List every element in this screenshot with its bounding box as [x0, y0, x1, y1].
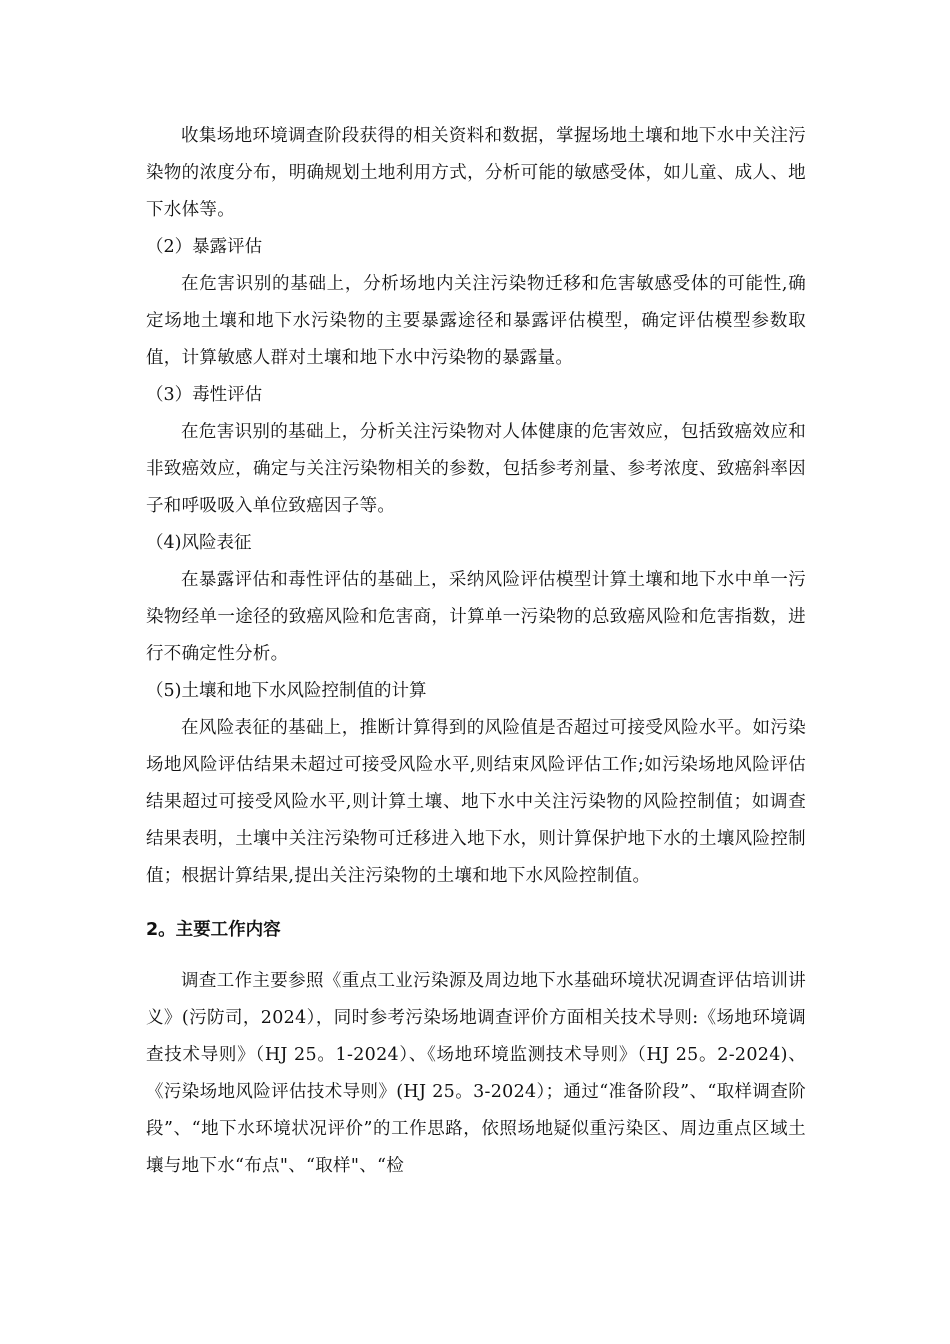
paragraph-exposure-assessment: 在危害识别的基础上，分析场地内关注污染物迁移和危害敏感受体的可能性,确定场地土壤和地下水污染物的主要暴露途径和暴露评估模型，确定评估模型参数取值，计算敏感人群对土壤和地下水中污染物的暴露量。: [146, 274, 806, 368]
paragraph-risk-control-values: 在风险表征的基础上，推断计算得到的风险值是否超过可接受风险水平。如污染场地风险评估结果未超过可接受风险水平,则结束风险评估工作;如污染场地风险评估结果超过可接受风险水平,则计算土壤、地下水中关注污染物的风险控制值；如调查结果表明，土壤中关注污染物可迁移进入地下水，则计算保护地下水的土壤风险控制值；根据计算结果,提出关注污染物的土壤和地下水风险控制值。: [146, 718, 806, 886]
subheading-risk-characterization: （4)风险表征: [146, 533, 252, 553]
document-page: [146, 118, 806, 1185]
paragraph-hazard-identification: 收集场地环境调查阶段获得的相关资料和数据，掌握场地土壤和地下水中关注污染物的浓度分布，明确规划土地利用方式，分析可能的敏感受体，如儿童、成人、地下水体等。: [146, 126, 806, 220]
subheading-exposure-assessment: （2）暴露评估: [146, 237, 263, 257]
paragraph-main-work: 调查工作主要参照《重点工业污染源及周边地下水基础环境状况调查评估培训讲义》(污防司，2024），同时参考污染场地调查评价方面相关技术导则:《场地环境调查技术导则》（HJ 25。1-2024）、《场地环境监测技术导则》（HJ 25。2-2024)、《污染场地风险评估技术导则》(HJ 25。3-2024）；通过“准备阶段”、“取样调查阶段”、“地下水环境状况评价”的工作思路，依照场地疑似重污染区、周边重点区域土壤与地下水“布点"、“取样"、“检: [146, 971, 806, 1176]
paragraph-toxicity-assessment: 在危害识别的基础上，分析关注污染物对人体健康的危害效应，包括致癌效应和非致癌效应，确定与关注污染物相关的参数，包括参考剂量、参考浓度、致癌斜率因子和呼吸吸入单位致癌因子等。: [146, 422, 806, 516]
subheading-toxicity-assessment: （3）毒性评估: [146, 385, 263, 405]
subheading-risk-control-values: （5)土壤和地下水风险控制值的计算: [146, 681, 427, 701]
section-heading-main-work: 2。主要工作内容: [146, 920, 281, 940]
paragraph-risk-characterization: 在暴露评估和毒性评估的基础上，采纳风险评估模型计算土壤和地下水中单一污染物经单一途径的致癌风险和危害商，计算单一污染物的总致癌风险和危害指数，进行不确定性分析。: [146, 570, 806, 664]
